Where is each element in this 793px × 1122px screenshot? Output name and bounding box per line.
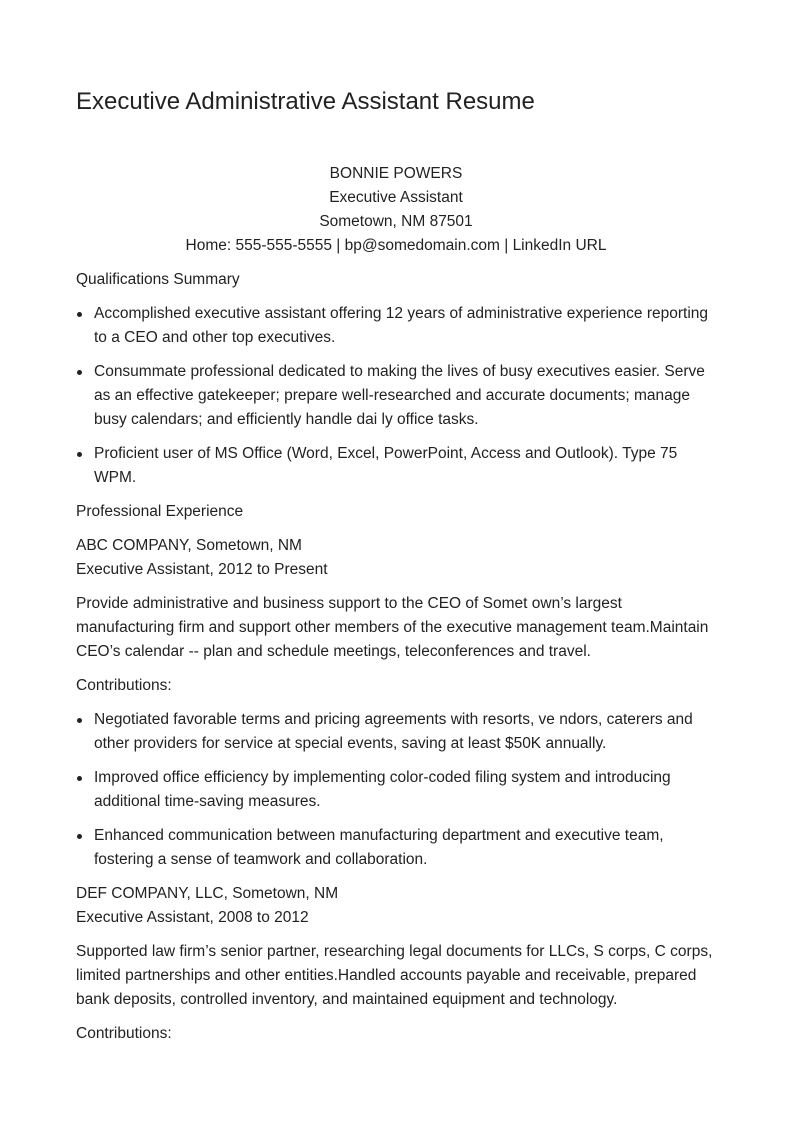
- list-item-text: Consummate professional dedicated to making the lives of busy executives easier. Serve as an effective gatekeeper; prepare well-researched and accurate documents; manage busy calendars; and efficiently handle dai ly office tasks.: [94, 363, 705, 428]
- list-item-text: Accomplished executive assistant offering 12 years of administrative experience reporting to a CEO and other top executives.: [94, 305, 709, 346]
- list-item-text: Improved office efficiency by implementing color-coded filing system and introducing additional time-saving measures.: [94, 769, 671, 810]
- bullet-icon: [77, 718, 82, 723]
- bullet-icon: [77, 776, 82, 781]
- candidate-name: BONNIE POWERS: [329, 165, 463, 182]
- list-item-text: Negotiated favorable terms and pricing agreements with resorts, ve ndors, caterers and other providers for service at special events, saving at least $50K annually.: [94, 711, 693, 752]
- list-item: [76, 766, 716, 814]
- qualifications-heading: Qualifications Summary: [76, 271, 240, 288]
- bullet-icon: [77, 370, 82, 375]
- qualifications-list: [76, 302, 716, 490]
- list-item: [76, 360, 716, 432]
- job-position: Executive Assistant, 2012 to Present: [76, 561, 328, 578]
- bullet-icon: [77, 312, 82, 317]
- job-company: DEF COMPANY, LLC, Sometown, NM: [76, 885, 339, 902]
- contributions-heading: Contributions:: [76, 677, 172, 694]
- candidate-contact: Home: 555-555-5555 | bp@somedomain.com | LinkedIn URL: [185, 237, 607, 254]
- list-item: [76, 442, 716, 490]
- resume-content: [76, 162, 716, 1046]
- job-description: Provide administrative and business support to the CEO of Somet own’s largest manufacturing firm and support other members of the executive management team.Maintain CEO’s calendar -- plan and schedule meetings, teleconferences and travel.: [76, 595, 709, 660]
- candidate-role: Executive Assistant: [329, 189, 463, 206]
- list-item: [76, 302, 716, 350]
- contributions-heading: Contributions:: [76, 1025, 172, 1042]
- job-position: Executive Assistant, 2008 to 2012: [76, 909, 309, 926]
- contact-header: [76, 162, 716, 258]
- job-description: Supported law firm’s senior partner, researching legal documents for LLCs, S corps, C corps, limited partnerships and other entities.Handled accounts payable and receivable, prepared bank deposits, controlled inventory, and maintained equipment and technology.: [76, 943, 713, 1008]
- bullet-icon: [77, 452, 82, 457]
- list-item-text: Proficient user of MS Office (Word, Excel, PowerPoint, Access and Outlook). Type 75 WPM.: [94, 445, 678, 486]
- list-item: [76, 708, 716, 756]
- list-item-text: Enhanced communication between manufacturing department and executive team, fostering a sense of teamwork and collaboration.: [94, 827, 664, 868]
- contributions-list: [76, 708, 716, 872]
- experience-heading: Professional Experience: [76, 503, 244, 520]
- candidate-location: Sometown, NM 87501: [319, 213, 473, 230]
- bullet-icon: [77, 834, 82, 839]
- job-company: ABC COMPANY, Sometown, NM: [76, 537, 302, 554]
- list-item: [76, 824, 716, 872]
- document-title: Executive Administrative Assistant Resume: [76, 88, 535, 115]
